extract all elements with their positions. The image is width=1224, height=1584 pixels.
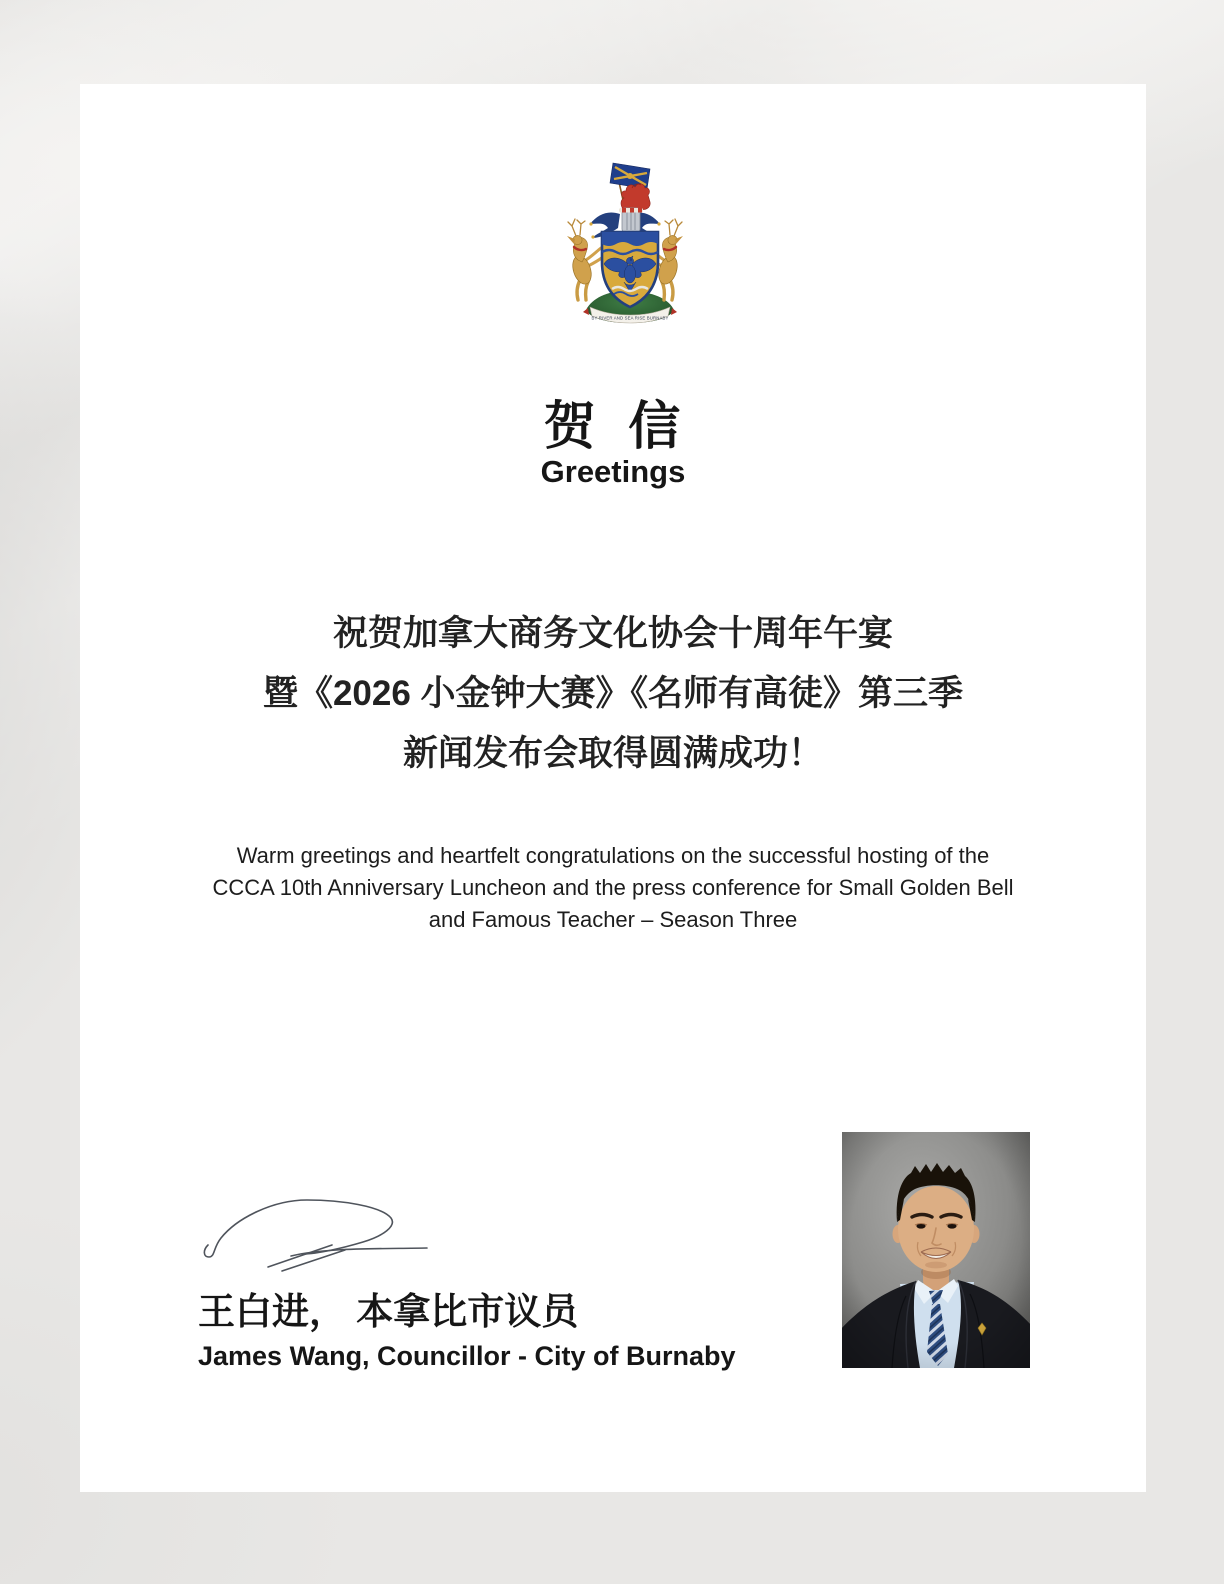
- signer-name-english: James Wang, Councillor - City of Burnaby: [198, 1341, 736, 1371]
- signer-block: [198, 1288, 736, 1372]
- congratulation-line-zh: 新闻发布会取得圆满成功！: [402, 734, 823, 773]
- portrait-photo: [842, 1132, 1030, 1368]
- congratulation-line-en: Warm greetings and heartfelt congratulations on the successful hosting of the: [236, 843, 990, 868]
- congratulation-line-en: CCCA 10th Anniversary Luncheon and the press conference for Small Golden Bell: [212, 875, 1014, 900]
- crest-motto: BY RIVER AND SEA RISE BURNABY: [591, 315, 669, 321]
- congratulation-line-en: and Famous Teacher – Season Three: [428, 907, 798, 932]
- signer-name-chinese: 王白进， 本拿比市议员: [198, 1291, 579, 1332]
- signature-image: [195, 1192, 445, 1282]
- congratulation-message-chinese: [80, 604, 1146, 784]
- city-of-burnaby-crest-icon: [558, 158, 692, 334]
- letter-page: [80, 84, 1146, 1492]
- congratulation-line-zh: 暨《2026 小金钟大赛》《名师有高徒》第三季: [262, 674, 964, 713]
- congratulation-message-english: [80, 840, 1146, 936]
- letter-title-chinese: 贺 信: [543, 398, 683, 456]
- letter-title-english: Greetings: [540, 454, 686, 489]
- congratulation-line-zh: 祝贺加拿大商务文化协会十周年午宴: [332, 614, 893, 653]
